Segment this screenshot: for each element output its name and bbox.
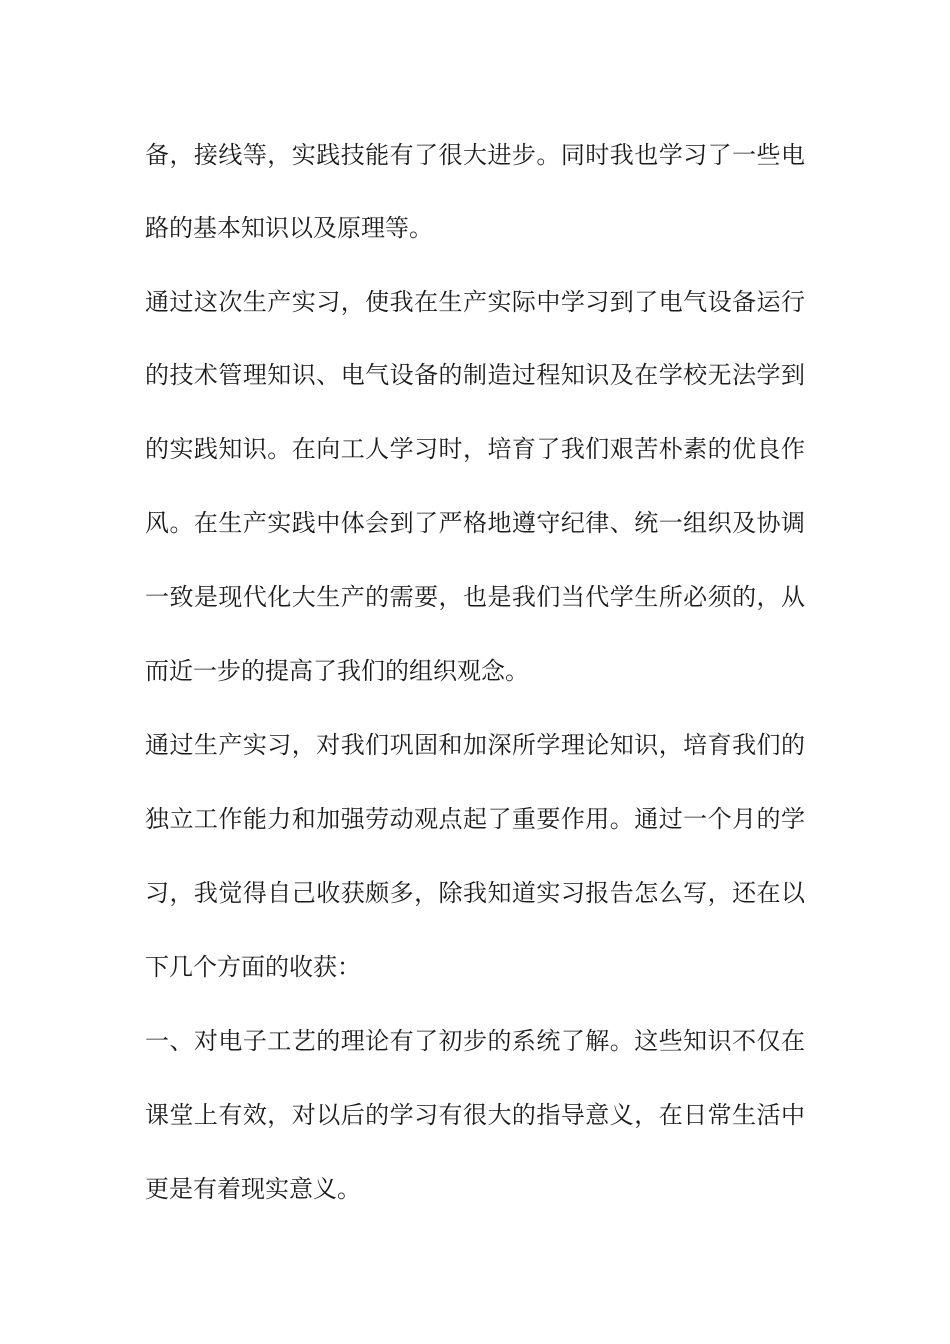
text-line: 下几个方面的收获： bbox=[145, 953, 361, 981]
text-line: 的实践知识。在向工人学习时，培育了我们艰苦朴素的优良作 bbox=[145, 435, 805, 463]
text-line: 风。在生产实践中体会到了严格地遵守纪律、统一组织及协调 bbox=[145, 509, 805, 537]
text-line: 独立工作能力和加强劳动观点起了重要作用。通过一个月的学 bbox=[145, 805, 805, 833]
text-line: 而近一步的提高了我们的组织观念。 bbox=[145, 657, 529, 685]
text-line: 路的基本知识以及原理等。 bbox=[145, 214, 433, 242]
text-line: 一、对电子工艺的理论有了初步的系统了解。这些知识不仅在 bbox=[145, 1027, 805, 1055]
text-line: 通过生产实习，对我们巩固和加深所学理论知识，培育我们的 bbox=[145, 731, 805, 759]
text-line: 一致是现代化大生产的需要，也是我们当代学生所必须的，从 bbox=[145, 583, 805, 611]
text-line: 备，接线等，实践技能有了很大进步。同时我也学习了一些电 bbox=[145, 141, 805, 169]
text-line: 课堂上有效，对以后的学习有很大的指导意义，在日常生活中 bbox=[145, 1101, 805, 1129]
text-line: 习，我觉得自己收获颇多，除我知道实习报告怎么写，还在以 bbox=[145, 879, 805, 907]
text-line: 的技术管理知识、电气设备的制造过程知识及在学校无法学到 bbox=[145, 361, 805, 389]
text-line: 更是有着现实意义。 bbox=[145, 1175, 361, 1203]
text-line: 通过这次生产实习，使我在生产实际中学习到了电气设备运行 bbox=[145, 288, 805, 316]
